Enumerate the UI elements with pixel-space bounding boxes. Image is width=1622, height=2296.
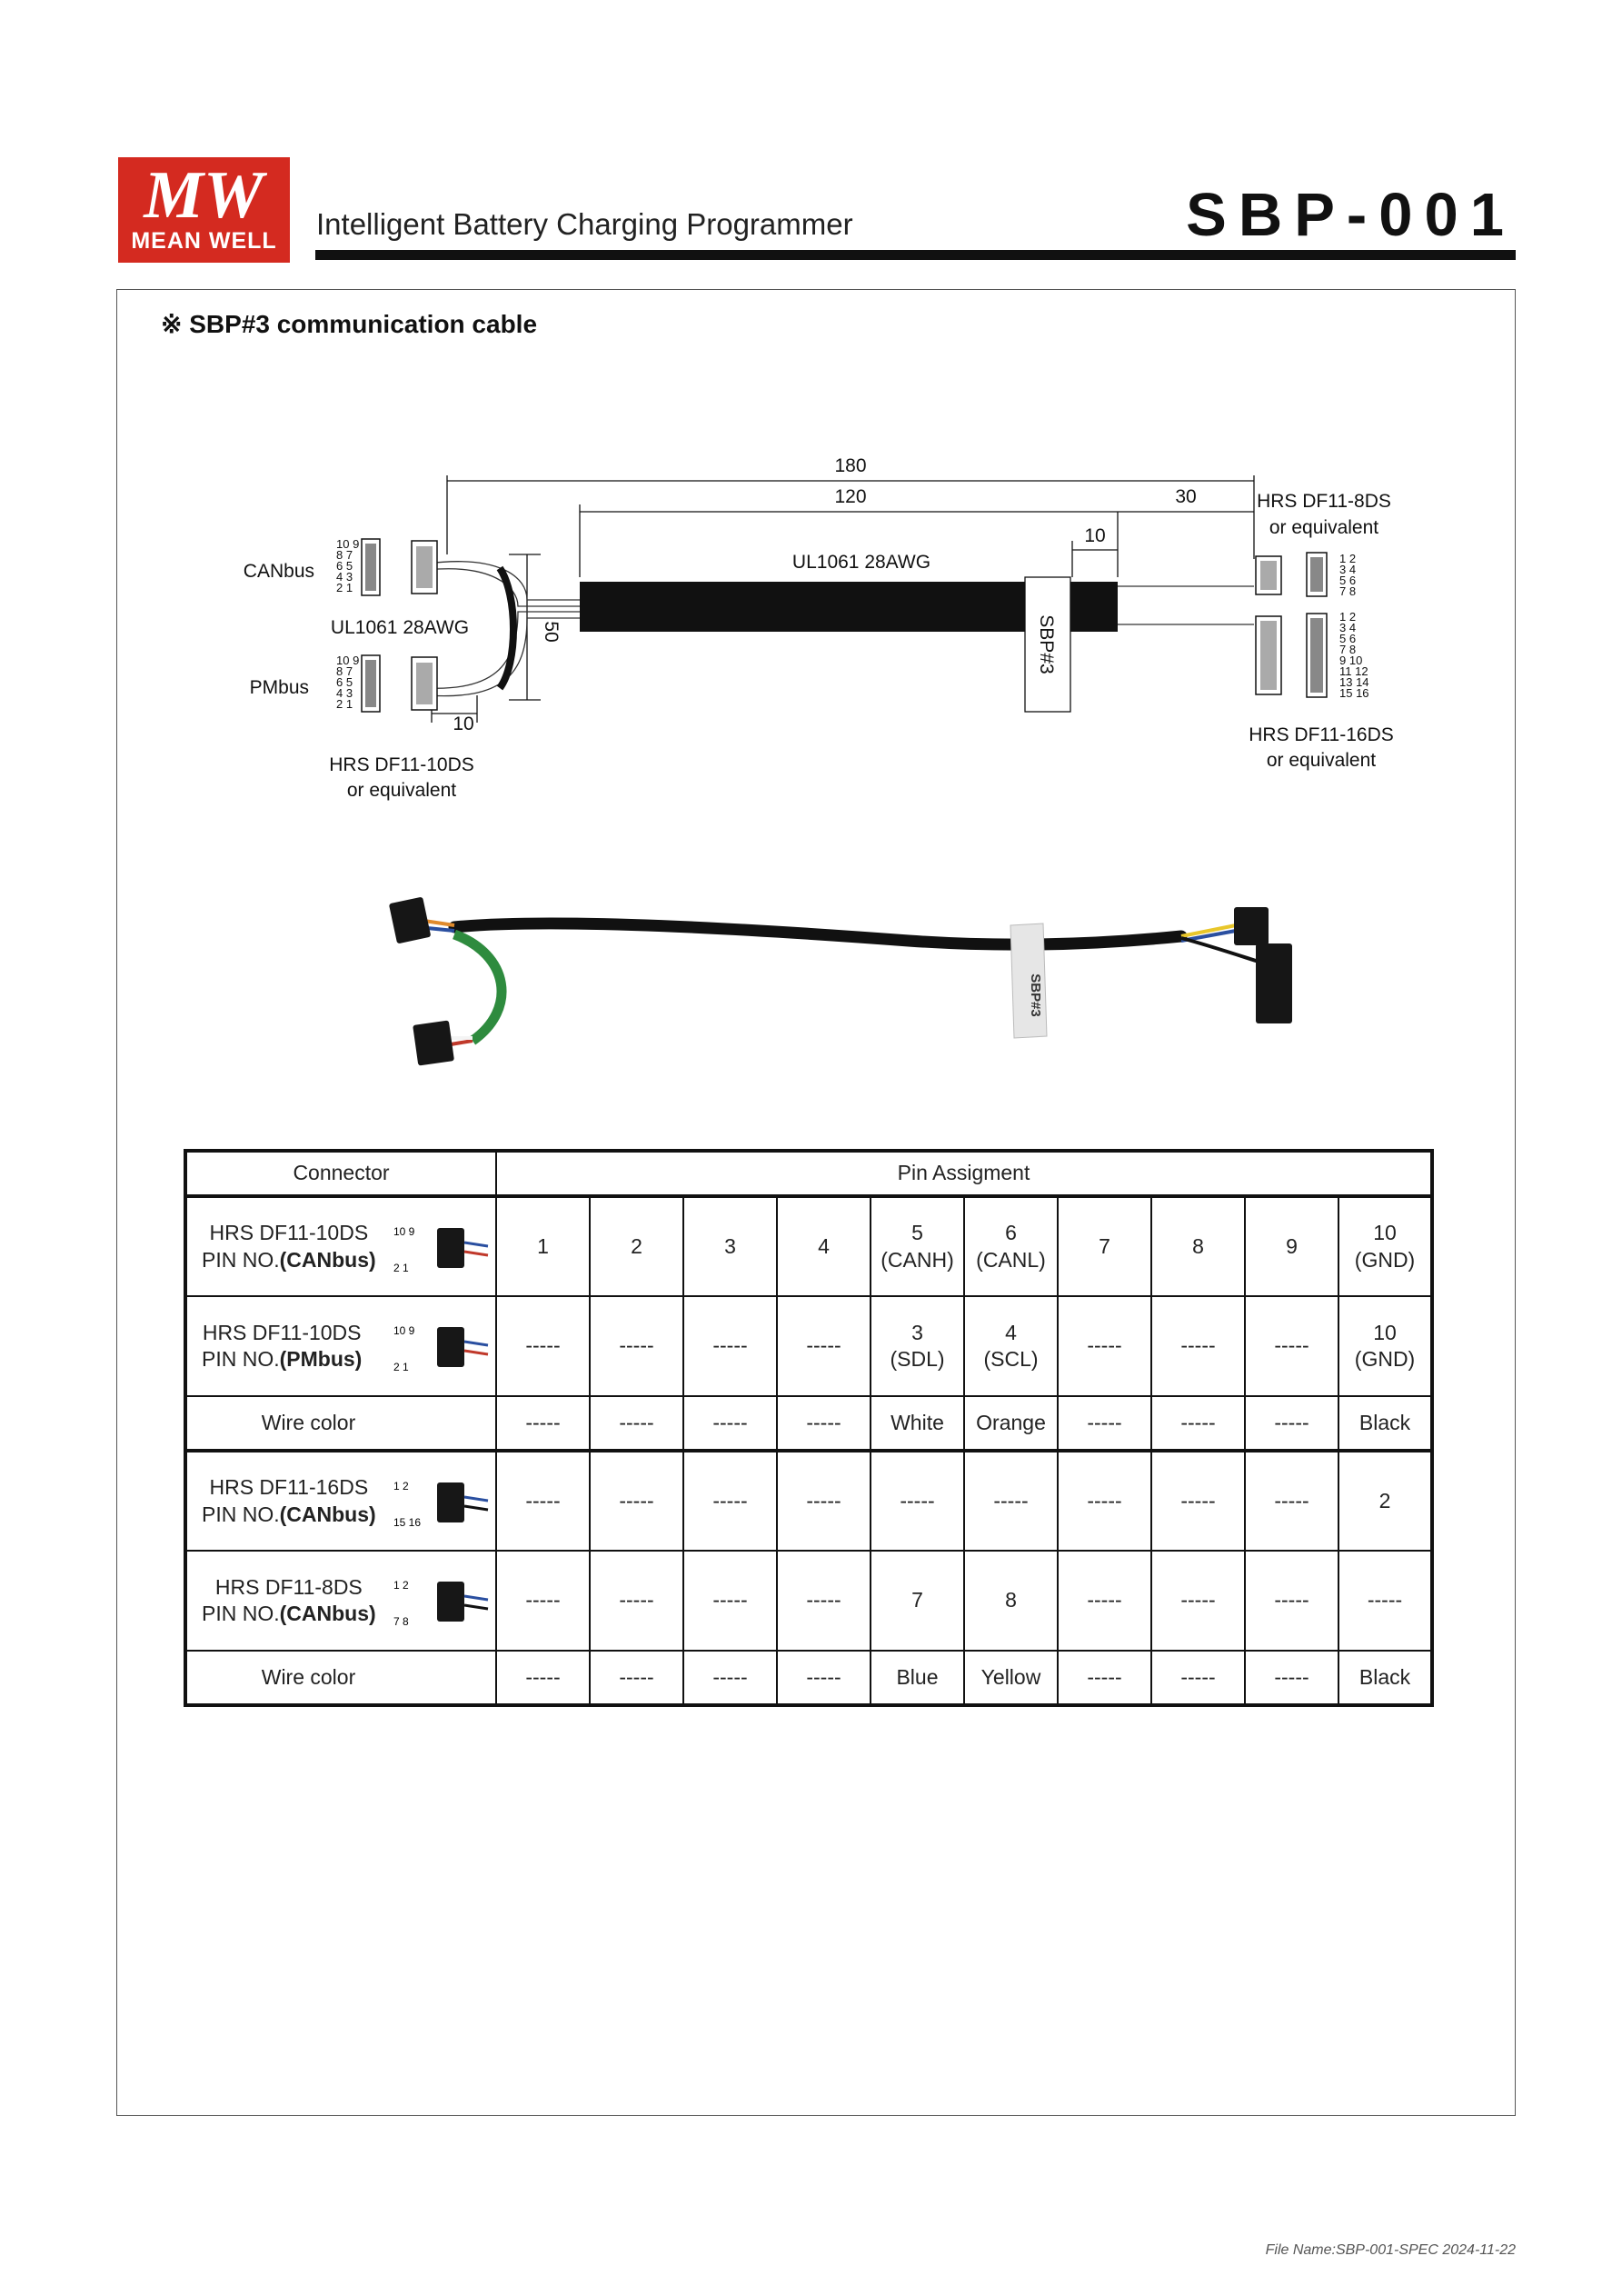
pin-value: Blue <box>896 1664 939 1689</box>
model-number: SBP-001 <box>1186 181 1516 249</box>
mean-well-logo <box>118 157 290 263</box>
pin-signal: (CANL) <box>976 1247 1046 1272</box>
pin-cell <box>1245 1196 1338 1296</box>
can-8-pin-connector <box>1256 552 1356 598</box>
pin-value: ----- <box>525 1410 561 1434</box>
pin-value: ----- <box>525 1664 561 1689</box>
svg-text:6 5: 6 5 <box>336 675 353 689</box>
wire-color-label: Wire color <box>185 1651 496 1705</box>
pin-value: ----- <box>1087 1588 1122 1612</box>
connector-label <box>202 1474 376 1528</box>
table-row <box>185 1296 1432 1396</box>
pin-cell <box>496 1451 590 1551</box>
pin-cell <box>590 1651 683 1705</box>
connector-icon-bottom-pins: 2 1 <box>393 1261 409 1274</box>
pin-signal: (SDL) <box>890 1347 945 1371</box>
connector-icon <box>388 1569 490 1632</box>
pin-assignment-table <box>184 1149 1434 1707</box>
pin-value: ----- <box>1087 1333 1122 1358</box>
connector-icon-bottom-pins: 7 8 <box>393 1615 409 1628</box>
svg-text:4 3: 4 3 <box>336 570 353 584</box>
pin-signal: (CANH) <box>881 1247 954 1272</box>
pin-value: ----- <box>1274 1488 1309 1512</box>
pin-cell <box>1245 1551 1338 1651</box>
bus-name: (CANbus) <box>279 1502 376 1526</box>
pin-value: ----- <box>1274 1664 1309 1689</box>
pin-cell <box>683 1196 777 1296</box>
connector-label <box>202 1320 362 1373</box>
pin-cell <box>871 1651 964 1705</box>
left-connector-name: HRS DF11-10DS <box>329 754 474 775</box>
pin-value: ----- <box>806 1664 841 1689</box>
pin-value: 5 <box>911 1221 923 1245</box>
canbus-pin-map <box>336 537 437 595</box>
pin-cell <box>1151 1451 1245 1551</box>
bus-name: (PMbus) <box>279 1347 363 1371</box>
pin-value: ----- <box>525 1488 561 1512</box>
pin-cell <box>964 1551 1058 1651</box>
pin-value: 2 <box>631 1233 642 1258</box>
connector-icon <box>388 1215 490 1279</box>
pin-cell <box>1151 1396 1245 1451</box>
pin-value: 10 <box>1373 1221 1397 1245</box>
dim-30-label: 30 <box>1175 486 1197 507</box>
table-row <box>185 1551 1432 1651</box>
pin-value: ----- <box>1087 1664 1122 1689</box>
pin-cell <box>496 1651 590 1705</box>
pin-value: ----- <box>806 1410 841 1434</box>
connector-cell <box>185 1451 496 1551</box>
wire-color-label: Wire color <box>185 1396 496 1451</box>
pin-value: 8 <box>1192 1233 1204 1258</box>
pin-cell <box>1058 1296 1151 1396</box>
cable-photo <box>363 836 1363 1109</box>
connector-pin-label <box>202 1502 376 1528</box>
pin-value: ----- <box>993 1488 1029 1512</box>
pin-cell <box>871 1296 964 1396</box>
pin-cell <box>1151 1551 1245 1651</box>
section-title: ※ SBP#3 communication cable <box>161 310 538 338</box>
pin-value: ----- <box>806 1333 841 1358</box>
connector-icon-bottom-pins: 2 1 <box>393 1361 409 1373</box>
left-connector-equivalent: or equivalent <box>346 780 457 801</box>
pin-value: 3 <box>911 1320 923 1344</box>
svg-text:2 1: 2 1 <box>336 581 353 594</box>
pin-cell <box>496 1196 590 1296</box>
connector-cell <box>185 1296 496 1396</box>
photo-connector-top-left <box>389 897 432 944</box>
pin-cell <box>496 1396 590 1451</box>
svg-text:11 12: 11 12 <box>1339 664 1368 678</box>
connector-name: HRS DF11-10DS <box>202 1320 362 1344</box>
pin-value: 4 <box>818 1233 830 1258</box>
pin-value: ----- <box>1274 1588 1309 1612</box>
pin-cell <box>777 1296 871 1396</box>
cable-spec-main: UL1061 28AWG <box>791 552 931 573</box>
pin-value: ----- <box>712 1410 748 1434</box>
pin-prefix: PIN NO. <box>202 1502 280 1526</box>
pmbus-pin-map <box>336 654 437 712</box>
pin-cell <box>683 1296 777 1396</box>
pin-value: 7 <box>1099 1233 1110 1258</box>
connector-label <box>202 1574 376 1628</box>
svg-text:7 8: 7 8 <box>1339 643 1357 656</box>
pin-value: Yellow <box>980 1664 1041 1689</box>
right-bottom-connector-name: HRS DF11-16DS <box>1249 724 1394 745</box>
pin-value: ----- <box>1087 1488 1122 1512</box>
pin-table-body <box>185 1151 1432 1705</box>
pin-cell <box>683 1396 777 1451</box>
svg-text:5 6: 5 6 <box>1339 574 1357 587</box>
svg-text:10 9: 10 9 <box>336 537 360 551</box>
pin-cell <box>1338 1396 1432 1451</box>
photo-connector-bottom-right <box>1256 943 1292 1023</box>
right-top-connector-name: HRS DF11-8DS <box>1257 491 1391 512</box>
photo-sleeve-label: SBP#3 <box>1028 973 1043 1017</box>
pmbus-label: PMbus <box>249 677 309 698</box>
pin-value: ----- <box>619 1588 654 1612</box>
connector-pin-label <box>202 1247 376 1273</box>
table-row <box>185 1196 1432 1296</box>
can-16-pin-connector <box>1256 610 1369 700</box>
pin-value: 3 <box>724 1233 736 1258</box>
connector-name: HRS DF11-10DS <box>209 1221 369 1245</box>
connector-cell <box>185 1196 496 1296</box>
connector-cell <box>185 1551 496 1651</box>
pin-cell <box>496 1551 590 1651</box>
pin-cell <box>683 1651 777 1705</box>
table-row <box>185 1396 1432 1451</box>
svg-text:10 9: 10 9 <box>336 654 360 667</box>
pin-cell <box>1058 1551 1151 1651</box>
canbus-label: CANbus <box>243 561 314 582</box>
header-connector: Connector <box>185 1151 496 1196</box>
pin-value: ----- <box>712 1488 748 1512</box>
svg-text:2 1: 2 1 <box>336 697 353 711</box>
logo-brand-name: MEAN WELL <box>131 228 277 254</box>
svg-text:6 5: 6 5 <box>336 559 353 573</box>
pin-signal: (SCL) <box>983 1347 1039 1371</box>
right-top-connector-equivalent: or equivalent <box>1269 517 1379 538</box>
pin-value: 1 <box>537 1233 549 1258</box>
pin-cell <box>1058 1451 1151 1551</box>
pin-value: 6 <box>1005 1221 1017 1245</box>
pin-value: ----- <box>619 1488 654 1512</box>
pin-value: 2 <box>1378 1488 1391 1512</box>
photo-connector-bottom-left <box>413 1020 454 1065</box>
pin-value: ----- <box>1274 1333 1309 1358</box>
pin-cell <box>1245 1296 1338 1396</box>
pin-value: Black <box>1358 1410 1411 1434</box>
pin-cell <box>871 1451 964 1551</box>
pin-cell <box>1058 1396 1151 1451</box>
cable-spec-split: UL1061 28AWG <box>330 617 470 638</box>
bus-name: (CANbus) <box>279 1602 376 1625</box>
pin-cell <box>964 1451 1058 1551</box>
pin-prefix: PIN NO. <box>202 1347 280 1371</box>
connector-icon-top-pins: 10 9 <box>393 1224 415 1238</box>
pin-cell <box>1151 1651 1245 1705</box>
photo-main-cable <box>454 923 1181 944</box>
dim-120-label: 120 <box>834 486 867 507</box>
pin-cell <box>1151 1196 1245 1296</box>
right-bottom-connector-equivalent: or equivalent <box>1266 750 1377 771</box>
pin-cell <box>590 1196 683 1296</box>
pin-cell <box>590 1451 683 1551</box>
connector-pin-label <box>202 1346 362 1373</box>
pin-value: ----- <box>712 1588 748 1612</box>
cable-dimension-diagram <box>236 450 1418 814</box>
pin-cell <box>1245 1651 1338 1705</box>
pin-cell <box>590 1551 683 1651</box>
connector-icon <box>388 1470 490 1533</box>
svg-text:8 7: 8 7 <box>336 548 353 562</box>
connector-pin-label <box>202 1601 376 1627</box>
pin-cell <box>964 1396 1058 1451</box>
pin-value: ----- <box>619 1410 654 1434</box>
pin-cell <box>1151 1296 1245 1396</box>
table-header-row <box>185 1151 1432 1196</box>
dim-10-bottom-label: 10 <box>453 714 474 734</box>
table-row <box>185 1651 1432 1705</box>
pin-signal: (GND) <box>1354 1247 1416 1272</box>
pin-value: ----- <box>1180 1488 1216 1512</box>
pin-cell <box>1338 1196 1432 1296</box>
table-row <box>185 1451 1432 1551</box>
logo-mw-letters: MW <box>144 158 264 230</box>
photo-connector-top-right <box>1234 907 1269 945</box>
file-name-footer: File Name:SBP-001-SPEC 2024-11-22 <box>1265 2242 1516 2258</box>
bus-name: (CANbus) <box>279 1247 376 1272</box>
pin-cell <box>777 1651 871 1705</box>
dim-50-label: 50 <box>541 621 562 643</box>
pin-cell <box>777 1451 871 1551</box>
mw-logo-mark <box>118 157 290 230</box>
pin-cell <box>871 1396 964 1451</box>
pin-cell <box>1338 1551 1432 1651</box>
connector-icon-top-pins: 1 2 <box>393 1479 409 1492</box>
pin-cell <box>871 1196 964 1296</box>
pin-value: ----- <box>525 1333 561 1358</box>
pin-cell <box>1338 1451 1432 1551</box>
svg-text:7 8: 7 8 <box>1339 584 1357 598</box>
pin-cell <box>683 1551 777 1651</box>
pin-value: ----- <box>806 1488 841 1512</box>
pin-cell <box>777 1196 871 1296</box>
header-rule <box>315 250 1516 260</box>
svg-text:15 16: 15 16 <box>1339 686 1369 700</box>
document-subtitle: Intelligent Battery Charging Programmer <box>316 207 853 241</box>
pin-cell <box>1245 1451 1338 1551</box>
svg-text:1 2: 1 2 <box>1339 552 1357 565</box>
pin-value: ----- <box>619 1664 654 1689</box>
pin-cell <box>590 1396 683 1451</box>
split-sleeve <box>500 568 513 688</box>
pin-value: ----- <box>1180 1410 1216 1434</box>
pin-value: ----- <box>1274 1410 1309 1434</box>
pin-cell <box>1058 1651 1151 1705</box>
svg-text:3 4: 3 4 <box>1339 621 1357 634</box>
pin-cell <box>871 1551 964 1651</box>
connector-icon-bottom-pins: 15 16 <box>393 1515 422 1529</box>
pin-prefix: PIN NO. <box>202 1602 280 1625</box>
pin-signal: (GND) <box>1354 1347 1416 1371</box>
pin-value: Black <box>1358 1664 1411 1689</box>
pin-value: ----- <box>712 1664 748 1689</box>
pin-cell <box>964 1651 1058 1705</box>
pin-value: 8 <box>1005 1588 1017 1612</box>
pin-prefix: PIN NO. <box>202 1247 280 1272</box>
pin-cell <box>1338 1296 1432 1396</box>
pin-cell <box>1245 1396 1338 1451</box>
pin-cell <box>683 1451 777 1551</box>
svg-text:9 10: 9 10 <box>1339 654 1363 667</box>
header-pin-assignment: Pin Assigment <box>496 1151 1432 1196</box>
pin-value: 4 <box>1005 1320 1017 1344</box>
pin-cell <box>777 1551 871 1651</box>
connector-icon <box>388 1314 490 1378</box>
connector-name: HRS DF11-16DS <box>209 1475 369 1500</box>
pin-value: Orange <box>976 1410 1046 1434</box>
pin-value: ----- <box>619 1333 654 1358</box>
pin-value: White <box>891 1410 944 1434</box>
pin-value: ----- <box>712 1333 748 1358</box>
connector-icon-top-pins: 10 9 <box>393 1324 415 1337</box>
connector-label <box>202 1220 376 1273</box>
pin-value: ----- <box>1180 1588 1216 1612</box>
svg-text:5 6: 5 6 <box>1339 632 1357 645</box>
svg-text:3 4: 3 4 <box>1339 563 1357 576</box>
pin-value: ----- <box>806 1588 841 1612</box>
dim-180-label: 180 <box>834 455 867 476</box>
svg-text:1 2: 1 2 <box>1339 610 1357 624</box>
pin-value: ----- <box>900 1488 935 1512</box>
connector-name: HRS DF11-8DS <box>214 1574 363 1599</box>
svg-text:4 3: 4 3 <box>336 686 353 700</box>
pin-cell <box>964 1196 1058 1296</box>
pin-cell <box>964 1296 1058 1396</box>
svg-text:13 14: 13 14 <box>1339 675 1369 689</box>
pin-value: 10 <box>1373 1320 1397 1344</box>
connector-icon-top-pins: 1 2 <box>393 1579 409 1592</box>
pin-value: ----- <box>1180 1333 1216 1358</box>
pin-value: 9 <box>1286 1233 1298 1258</box>
pin-cell <box>777 1396 871 1451</box>
sbp3-sleeve-label: SBP#3 <box>1036 614 1057 674</box>
pin-value: 7 <box>911 1588 923 1612</box>
dim-10-top-label: 10 <box>1084 525 1106 546</box>
pin-cell <box>590 1296 683 1396</box>
photo-green-sleeve <box>454 934 502 1041</box>
pin-value: ----- <box>525 1588 561 1612</box>
pin-value: ----- <box>1180 1664 1216 1689</box>
pin-cell <box>1338 1651 1432 1705</box>
pin-cell <box>496 1296 590 1396</box>
photo-sbp3-sleeve <box>1010 923 1047 1038</box>
pin-value: ----- <box>1087 1410 1122 1434</box>
svg-text:8 7: 8 7 <box>336 664 353 678</box>
pin-value: ----- <box>1367 1588 1403 1612</box>
pin-cell <box>1058 1196 1151 1296</box>
